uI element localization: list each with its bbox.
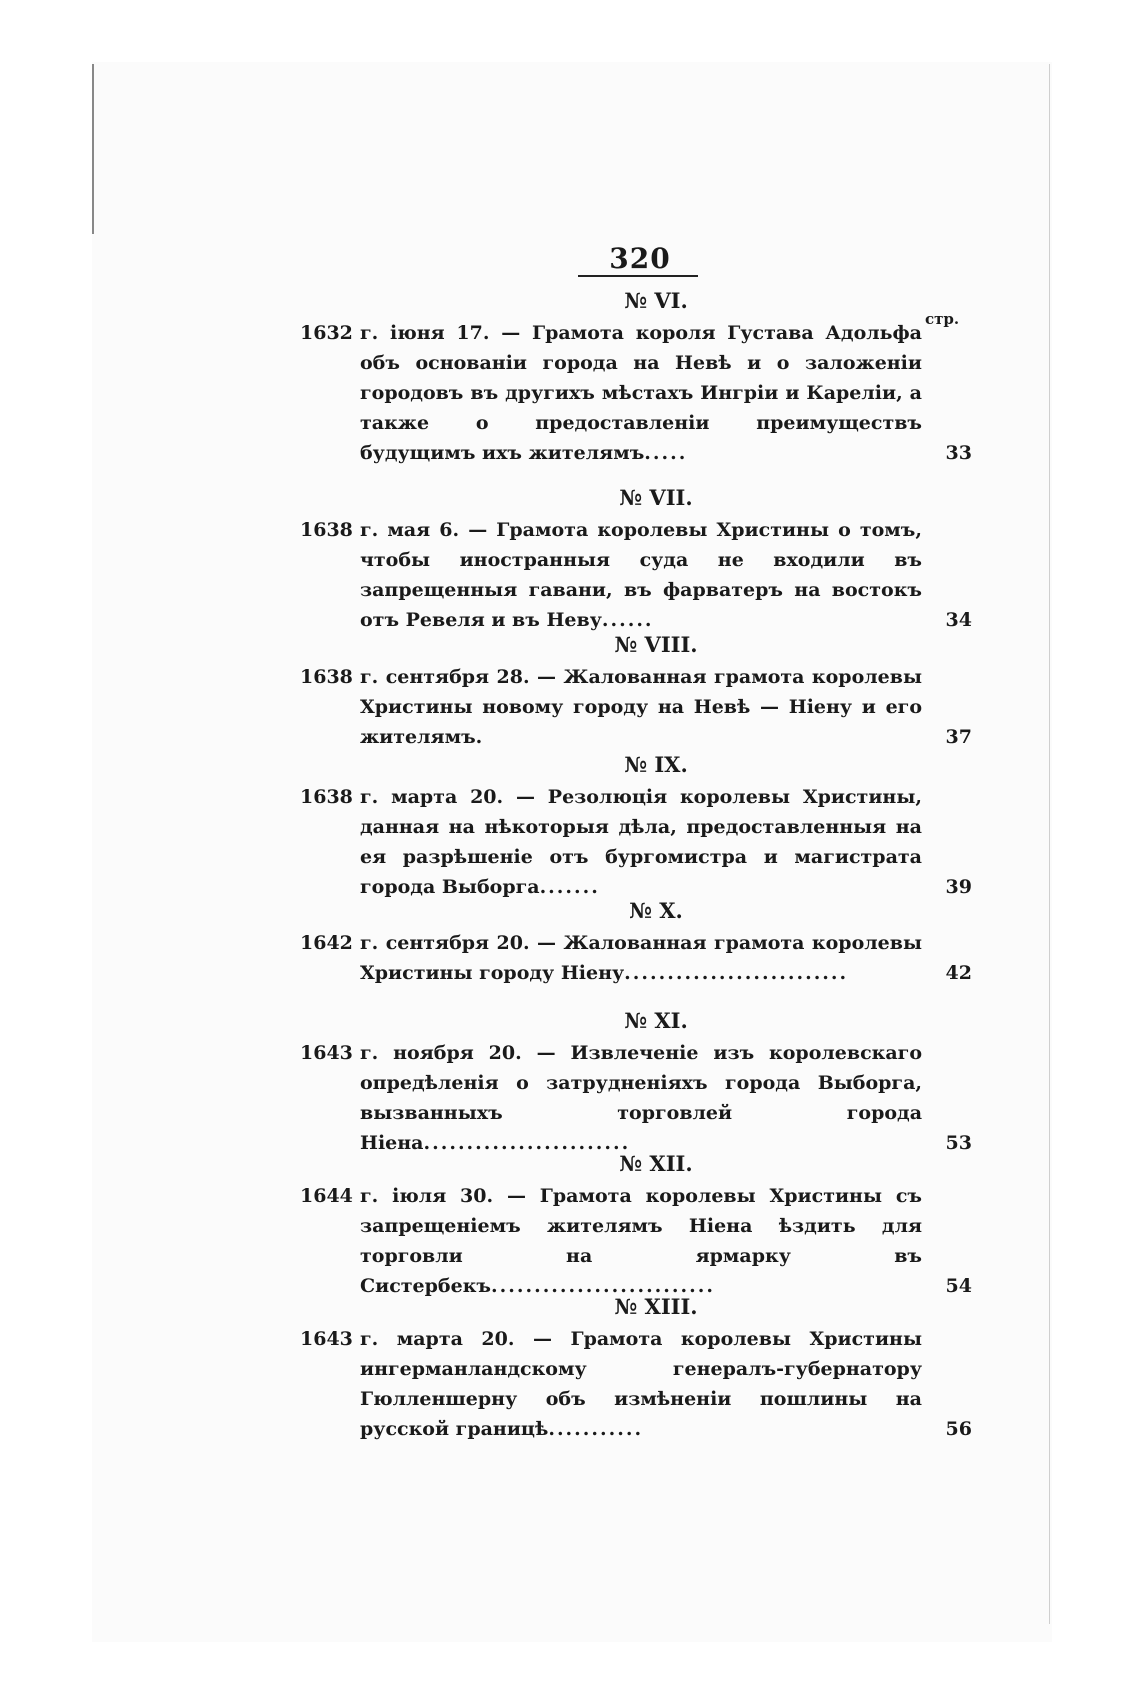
- page-left-edge: [92, 64, 94, 234]
- entry-page: 54: [945, 1275, 972, 1297]
- entry-number: № IX.: [624, 752, 688, 777]
- entry-body: [300, 782, 972, 902]
- entry-body: [300, 928, 972, 988]
- leader-dots: .......: [539, 876, 600, 898]
- entry-number: № XI.: [624, 1008, 688, 1033]
- entry-year: 1643: [300, 1042, 353, 1064]
- entry-page: 42: [945, 962, 972, 984]
- entry-body: [300, 1038, 972, 1158]
- entry-body: [300, 318, 972, 468]
- leader-dots: ..........................: [491, 1275, 715, 1297]
- entry-page: 56: [945, 1418, 972, 1440]
- entry-number: № XII.: [619, 1151, 693, 1176]
- entry-text: [360, 318, 922, 468]
- toc-entry: [300, 1290, 972, 1444]
- entry-text: [360, 782, 922, 902]
- entry-year: 1638: [300, 519, 353, 541]
- entry-page: 33: [945, 442, 972, 464]
- entry-year: 1638: [300, 786, 353, 808]
- entry-body: [300, 515, 972, 635]
- entry-year: 1642: [300, 932, 353, 954]
- entry-page: 53: [945, 1132, 972, 1154]
- entry-number: № VIII.: [614, 632, 698, 657]
- entry-number: № VII.: [619, 485, 693, 510]
- entry-description: г. ноября 20. — Извлеченіе изъ королевскаго опредѣленія о затрудненіяхъ города Выборга, вызванныхъ торговлей города Ніена: [360, 1042, 922, 1154]
- entry-description: г. марта 20. — Резолюція королевы Христины, данная на нѣкоторыя дѣла, предоставленныя на ея разрѣшеніе отъ бургомистра и магистрата города Выборга: [360, 786, 922, 898]
- entry-text: [360, 662, 922, 752]
- entry-text: [360, 1038, 922, 1158]
- entry-number: № XIII.: [614, 1294, 698, 1319]
- toc-entry: [300, 894, 972, 988]
- entry-text: [360, 1324, 922, 1444]
- entry-number: № VI.: [624, 288, 688, 313]
- toc-entry: [300, 1147, 972, 1301]
- entry-year: 1638: [300, 666, 353, 688]
- leader-dots: ........................: [423, 1132, 631, 1154]
- page-column-label: стр.: [925, 310, 960, 328]
- entry-number: № X.: [629, 898, 683, 923]
- leader-dots: ......: [601, 609, 654, 631]
- entry-description: г. марта 20. — Грамота королевы Христины ингерманландскому генералъ-губернатору Гюлленшерну объ измѣненіи пошлины на русской границѣ: [360, 1328, 922, 1440]
- toc-entry: [300, 748, 972, 902]
- page-number: 320: [609, 242, 671, 275]
- entry-description: г. мая 6. — Грамота королевы Христины о томъ, чтобы иностранныя суда не входили въ запрещенныя гавани, въ фарватеръ на востокъ отъ Ревеля и въ Неву: [360, 519, 922, 631]
- entry-page: 37: [945, 726, 972, 748]
- entry-description: г. сентября 20. — Жалованная грамота королевы Христины городу Ніену: [360, 932, 922, 984]
- leader-dots: .....: [644, 442, 688, 464]
- toc-entry: [300, 481, 972, 635]
- entry-year: 1644: [300, 1185, 353, 1207]
- entry-page: 34: [945, 609, 972, 631]
- entry-text: [360, 1181, 922, 1301]
- entry-year: 1632: [300, 322, 353, 344]
- toc-entry: [300, 628, 972, 752]
- entry-text: [360, 928, 922, 988]
- leader-dots: ...........: [548, 1418, 644, 1440]
- toc-entry: [300, 284, 972, 468]
- entry-description: г. іюня 17. — Грамота короля Густава Адольфа объ основаніи города на Невѣ и о заложеніи городовъ въ другихъ мѣстахъ Ингріи и Кареліи, а также о предоставленіи преимуществъ будущимъ ихъ жителямъ: [360, 322, 922, 464]
- page-number-rule: [578, 275, 698, 277]
- entry-year: 1643: [300, 1328, 353, 1350]
- entry-text: [360, 515, 922, 635]
- entry-description: г. сентября 28. — Жалованная грамота королевы Христины новому городу на Невѣ — Ніену и его жителямъ.: [360, 666, 922, 748]
- entry-page: 39: [945, 876, 972, 898]
- entry-body: [300, 662, 972, 752]
- entry-body: [300, 1324, 972, 1444]
- entry-body: [300, 1181, 972, 1301]
- toc-entry: [300, 1004, 972, 1158]
- entry-description: г. іюля 30. — Грамота королевы Христины съ запрещеніемъ жителямъ Ніена ѣздить для торговли на ярмарку въ Систербекъ: [360, 1185, 922, 1297]
- leader-dots: ..........................: [624, 962, 849, 984]
- page-right-edge: [1049, 64, 1050, 1624]
